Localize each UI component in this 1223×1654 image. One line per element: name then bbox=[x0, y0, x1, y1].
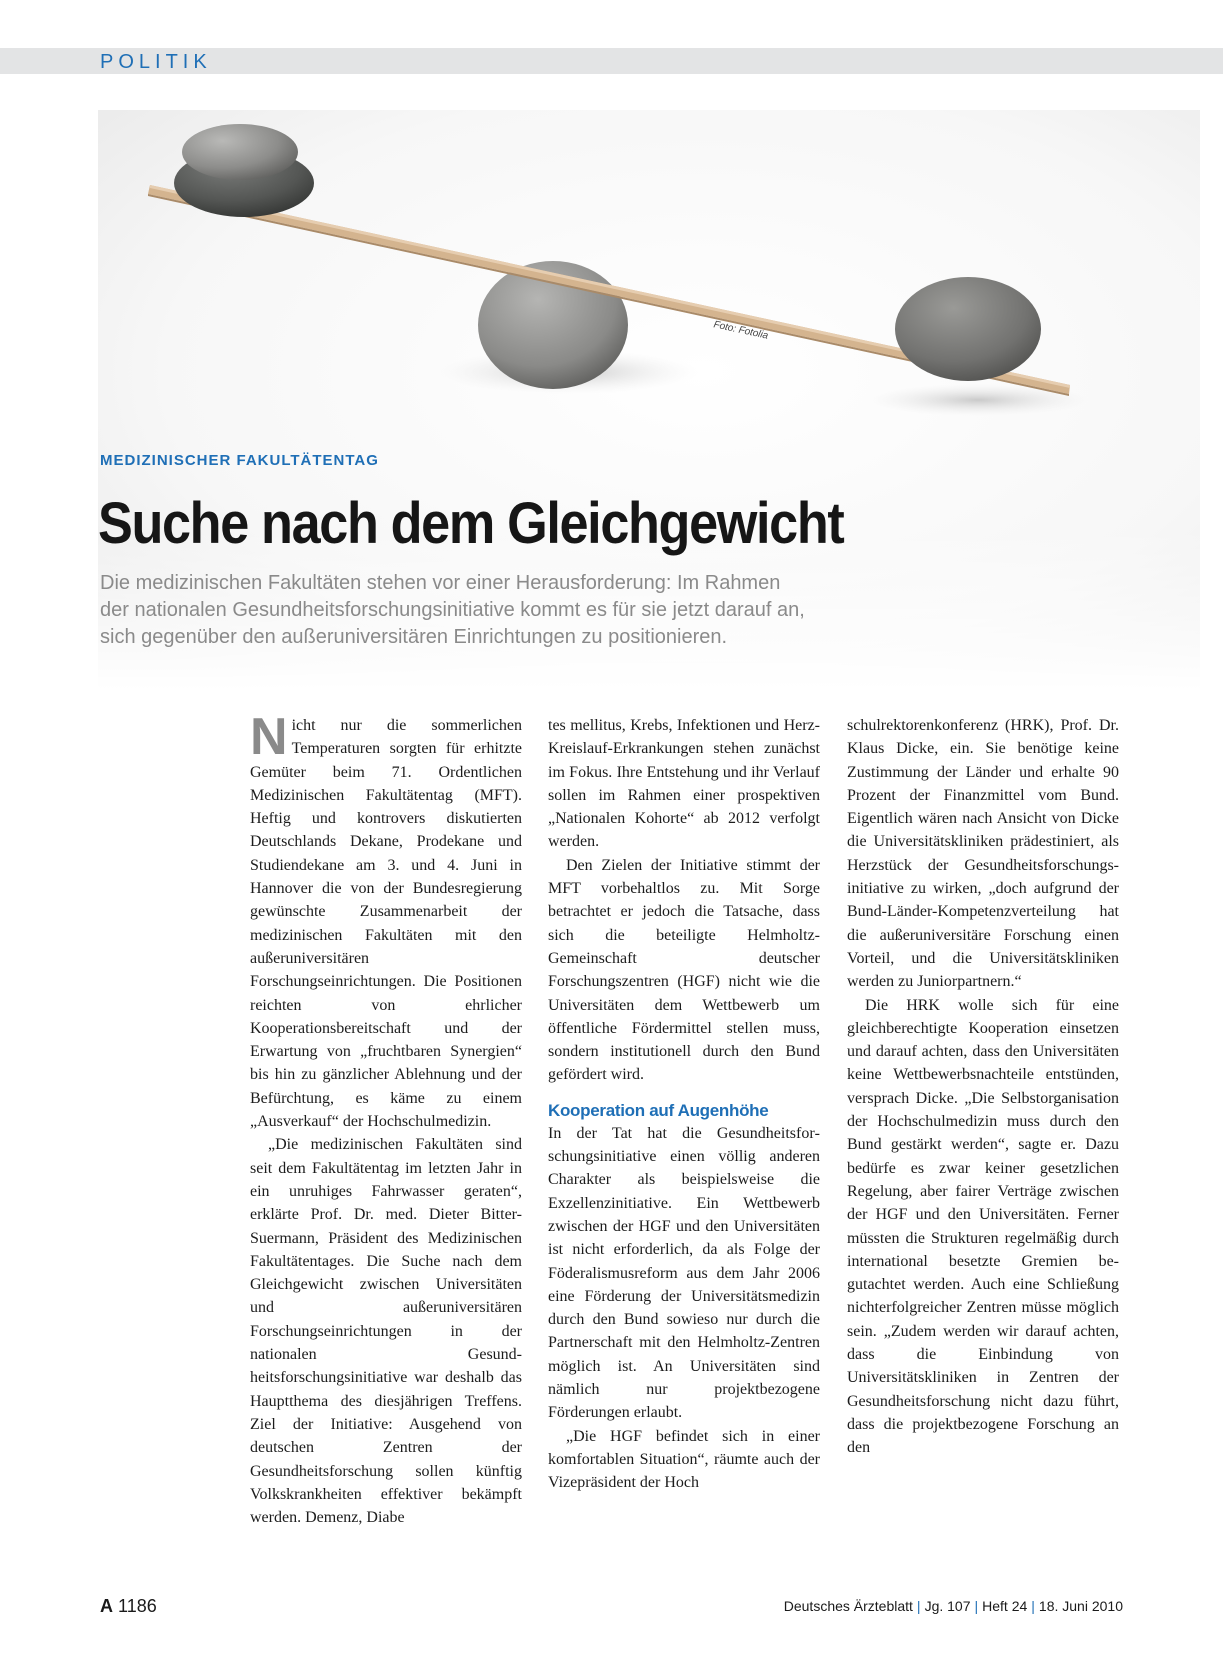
photo-credit: Foto: Fotolia bbox=[712, 319, 770, 342]
page-prefix: A bbox=[100, 1596, 113, 1616]
drop-cap: N bbox=[250, 708, 288, 766]
body-paragraph: In der Tat hat die Gesundheitsforschungsinitiative einen völlig anderen Charakter als beispielsweise die Exzellenzinitiative. Ein Wettbewerb zwischen der HGF und den Universitäten ist nicht erforderlich, da als Folge der Föderalismusreform aus dem Jahr 2006 eine Förderung der Universitätsmedizin durch den Bund sowieso nur durch die Partnerschaft mit den Helmholtz-Zentren möglich ist. An Universitäten sind nämlich nur projektbezogene Förderungen erlaubt. bbox=[548, 1124, 820, 1422]
lead-line: der nationalen Gesundheitsforschungsinitiative kommt es für sie jetzt darauf an, bbox=[100, 599, 805, 621]
separator: | bbox=[1031, 1598, 1035, 1614]
article-column-2 bbox=[548, 714, 820, 1495]
body-paragraph: „Die HGF befindet sich in einer komfortablen Situation“, räumte auch der Vizepräsident der Hoch bbox=[548, 1427, 820, 1492]
article-lead bbox=[100, 570, 980, 651]
article-subheading: Kooperation auf Augenhöhe bbox=[548, 1100, 769, 1120]
body-paragraph: tes mellitus, Krebs, Infektionen und Herz-Kreislauf-Erkrankungen stehen zunächst im Fokus. Ihre Entstehung und ihr Verlauf sollen im Rahmen einer prospektiven „Nationalen Kohorte“ ab 2012 verfolgt werden. bbox=[548, 717, 820, 851]
article-column-3 bbox=[847, 714, 1119, 1460]
article-column-1 bbox=[250, 708, 522, 1529]
body-paragraph: Die HRK wolle sich für eine gleichberechtigte Kooperation einsetzen und darauf achten, dass den Universitäten keine Wettbewerbsnachteile entstünden, versprach Dicke. „Die Selbstorganisation der Hochschulmedizin muss durch den Bund gestärkt werden“, sagte er. Dazu bedürfe es zwar keiner gesetzlichen Regelung, aber fairer Verträge zwischen der HGF und den Universitäten. Ferner müssten die Strukturen regelmäßig durch international besetzte Gremien begutachtet werden. Auch eine Schließung nichterfolgreicher Zentren müsse möglich sein. „Zudem werden wir darauf achten, dass die Einbindung von Universitätskliniken in Zentren der Gesundheitsforschung nicht dazu führt, dass die projektbezogene Forschung an den bbox=[847, 996, 1119, 1457]
publication-info bbox=[784, 1598, 1123, 1614]
body-paragraph bbox=[250, 708, 522, 1133]
publication-name: Deutsches Ärzteblatt bbox=[783, 1598, 913, 1614]
lead-line: Die medizinischen Fakultäten stehen vor einer Herausforderung: Im Rahmen bbox=[100, 572, 781, 594]
body-paragraph: schulrektorenkonferenz (HRK), Prof. Dr. Klaus Dicke, ein. Sie benötige keine Zustimmung der Länder und erhalte 90 Prozent der Finanzmittel vom Bund. Eigentlich wären nach Ansicht von Dicke die Universitätskliniken prädestiniert, als Herzstück der Gesundheitsforschungsinitiative zu wirken, „doch aufgrund der Bund-Länder-Kompetenzverteilung hat die außeruniversitäre Forschung einen Vorteil, und die Universitätskliniken werden zu Juniorpartnern.“ bbox=[847, 717, 1119, 991]
lead-line: sich gegenüber den außeruniversitären Einrichtungen zu positionieren. bbox=[100, 626, 728, 648]
body-paragraph: „Die medizinischen Fakultäten sind seit dem Fakultätentag im letzten Jahr in ein unruhiges Fahrwasser geraten“, erklärte Prof. Dr. med. Dieter Bitter-Suermann, Präsident des Medizinischen Fakultätentages. Die Suche nach dem Gleichgewicht zwischen Universitäten und außeruniversitären Forschungseinrichtungen in der nationalen Gesundheitsforschungsinitiative war deshalb das Hauptthema des diesjährigen Treffens. Ziel der Initiative: Ausgehend von deutschen Zentren der Gesundheitsforschung sollen künftig Volkskrankheiten effektiver bekämpft werden. Demenz, Diabe bbox=[250, 1136, 522, 1527]
publication-issue: Heft 24 bbox=[982, 1598, 1028, 1614]
body-paragraph: Den Zielen der Initiative stimmt der MFT vorbehaltlos zu. Mit Sorge betrachtet er jedoch die Tatsache, dass sich die beteiligte Helmholtz-Gemeinschaft deutscher Forschungszentren (HGF) nicht wie die Universitäten dem Wettbewerb um öffentliche Fördermittel stellen muss, sondern institutionell durch den Bund gefördert wird. bbox=[548, 856, 820, 1084]
separator: | bbox=[974, 1598, 979, 1614]
page-number-value: 1186 bbox=[118, 1596, 157, 1616]
article-headline: Suche nach dem Gleichgewicht bbox=[98, 491, 844, 556]
article-kicker: MEDIZINISCHER FAKULTÄTENTAG bbox=[100, 452, 379, 469]
paragraph-text: icht nur die sommerlichen Temperaturen sorgten für erhitzte Gemüter beim 71. Ordentlichen Medizinischen Fakultätentag (MFT). Heftig und kontrovers diskutierten Deutschlands Dekane, Prodekane und Studiendekane am 3. und 4. Juni in Hannover die von der Bundesregierung gewünschte Zusammenarbeit der medizinischen Fakultäten mit den außeruniversitären Forschungseinrichtungen. Die Positionen reichten von ehrlicher Kooperationsbereitschaft und der Erwartung von „fruchtbaren Synergien“ bis hin zu gänzlicher Ablehnung und der Befürchtung, es käme zu einem „Ausverkauf“ der Hochschulmedizin. bbox=[250, 717, 522, 1131]
publication-volume: Jg. 107 bbox=[924, 1598, 971, 1614]
section-label: POLITIK bbox=[100, 51, 212, 73]
publication-date: 18. Juni 2010 bbox=[1038, 1598, 1123, 1614]
separator: | bbox=[916, 1598, 921, 1614]
page-number bbox=[100, 1596, 157, 1617]
